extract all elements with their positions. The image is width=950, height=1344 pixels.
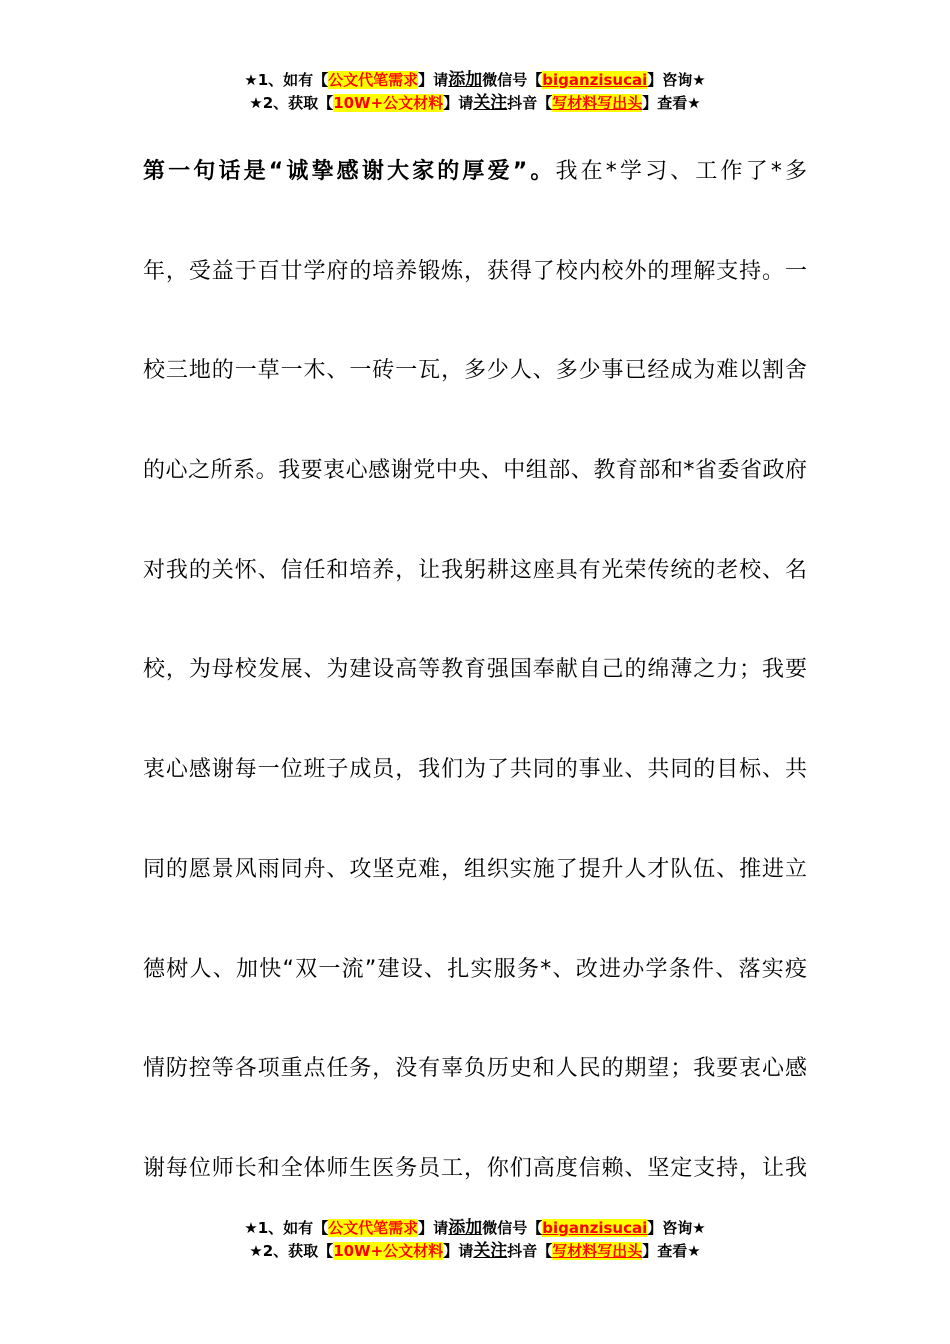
banner-text: 】查看★ bbox=[642, 1242, 701, 1260]
footer-banner-line-1 bbox=[0, 1217, 950, 1240]
header-banner bbox=[0, 69, 950, 115]
banner-text: ★1、如有【 bbox=[244, 1219, 329, 1237]
banner-text: 】咨询★ bbox=[647, 1219, 706, 1237]
header-banner-line-2 bbox=[0, 92, 950, 115]
banner-text: 微信号【 bbox=[482, 1219, 543, 1237]
paragraph-line: 对我的关怀、信任和培养，让我躬耕这座具有光荣传统的老校、名 bbox=[143, 557, 807, 583]
banner-text: 微信号【 bbox=[482, 71, 543, 89]
banner-text: ★1、如有【 bbox=[244, 71, 329, 89]
banner-text: ★2、获取【 bbox=[249, 94, 334, 112]
highlight-wechat-id: biganzisucai bbox=[542, 1219, 648, 1237]
highlight-douyin-id: 写材料写出头 bbox=[552, 1242, 643, 1260]
banner-text: 抖音【 bbox=[507, 94, 553, 112]
paragraph-line bbox=[143, 122, 807, 222]
banner-text: 】请 bbox=[443, 1242, 474, 1260]
highlight-materials: 10W+公文材料 bbox=[333, 94, 444, 112]
highlight-service: 公文代笔需求 bbox=[328, 1219, 419, 1237]
paragraph-line: 校，为母校发展、为建设高等教育强国奉献自己的绵薄之力；我要 bbox=[143, 657, 807, 683]
paragraph-line: 德树人、加快“双一流”建设、扎实服务*、改进办学条件、落实疫 bbox=[143, 956, 807, 982]
banner-text: 】请 bbox=[418, 1219, 449, 1237]
highlight-service: 公文代笔需求 bbox=[328, 71, 419, 89]
banner-text: 抖音【 bbox=[507, 1242, 553, 1260]
emphasis-follow: 关注 bbox=[473, 1241, 508, 1261]
document-body bbox=[143, 122, 807, 1219]
paragraph-line: 的心之所系。我要衷心感谢党中央、中组部、教育部和*省委省政府 bbox=[143, 458, 807, 484]
paragraph-line: 情防控等各项重点任务，没有辜负历史和人民的期望；我要衷心感 bbox=[143, 1056, 807, 1082]
paragraph-line: 年，受益于百廿学府的培养锻炼，获得了校内校外的理解支持。一 bbox=[143, 258, 807, 284]
banner-text: ★2、获取【 bbox=[249, 1242, 334, 1260]
banner-text: 】咨询★ bbox=[647, 71, 706, 89]
banner-text: 】请 bbox=[443, 94, 474, 112]
highlight-materials: 10W+公文材料 bbox=[333, 1242, 444, 1260]
paragraph-line: 谢每位师长和全体师生医务员工，你们高度信赖、坚定支持，让我 bbox=[143, 1155, 807, 1181]
emphasis-add: 添加 bbox=[448, 70, 483, 90]
highlight-wechat-id: biganzisucai bbox=[542, 71, 648, 89]
banner-text: 】查看★ bbox=[642, 94, 701, 112]
paragraph-line: 校三地的一草一木、一砖一瓦，多少人、多少事已经成为难以割舍 bbox=[143, 358, 807, 384]
emphasis-follow: 关注 bbox=[473, 93, 508, 113]
footer-banner bbox=[0, 1217, 950, 1263]
paragraph-line: 衷心感谢每一位班子成员，我们为了共同的事业、共同的目标、共 bbox=[143, 757, 807, 783]
highlight-douyin-id: 写材料写出头 bbox=[552, 94, 643, 112]
paragraph-line: 同的愿景风雨同舟、攻坚克难，组织实施了提升人才队伍、推进立 bbox=[143, 856, 807, 882]
line-text: 我在*学习、工作了*多 bbox=[555, 159, 807, 184]
emphasis-add: 添加 bbox=[448, 1218, 483, 1238]
header-banner-line-1 bbox=[0, 69, 950, 92]
lead-sentence: 第一句话是“诚挚感谢大家的厚爱”。 bbox=[143, 159, 556, 184]
banner-text: 】请 bbox=[418, 71, 449, 89]
footer-banner-line-2 bbox=[0, 1240, 950, 1263]
